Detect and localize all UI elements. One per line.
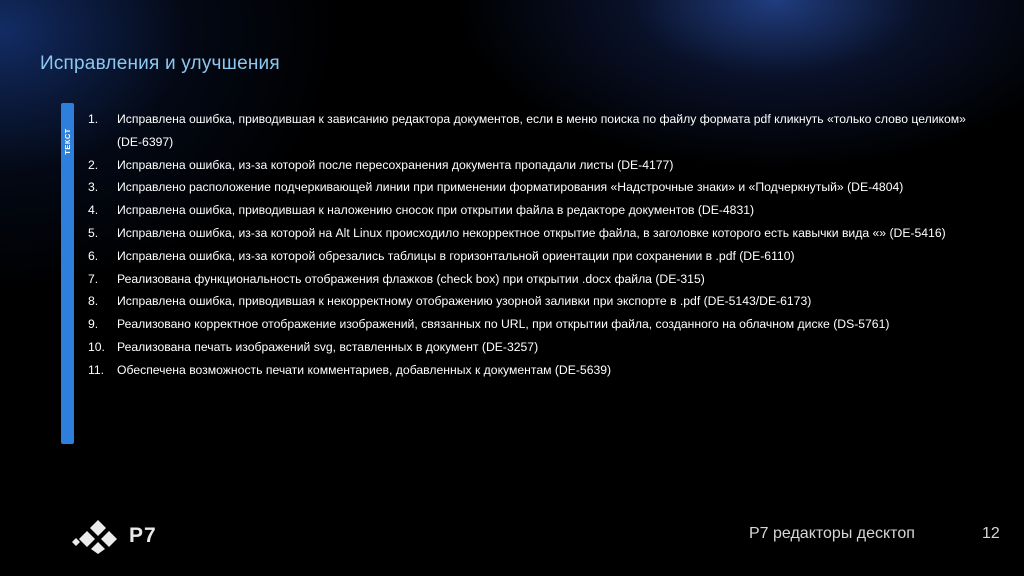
list-item bbox=[88, 154, 968, 177]
list-item-number: 8. bbox=[88, 294, 99, 309]
list-item-number: 2. bbox=[88, 157, 99, 172]
list-item bbox=[88, 290, 968, 313]
list-item-number: 3. bbox=[88, 180, 99, 195]
list-item-text: Обеспечена возможность печати комментариев, добавленных к документам (DE-5639) bbox=[117, 362, 612, 377]
list-item bbox=[88, 245, 968, 268]
list-item-text: Исправлена ошибка, из-за которой обрезались таблицы в горизонтальной ориентации при сохранении в .pdf (DE-6110) bbox=[117, 248, 795, 263]
list-item-text: Реализована печать изображений svg, вставленных в документ (DE-3257) bbox=[117, 339, 539, 354]
list-item bbox=[88, 268, 968, 291]
list-item-number: 5. bbox=[88, 225, 99, 240]
list-item-number: 1. bbox=[88, 112, 99, 126]
page-number: 12 bbox=[982, 525, 1000, 542]
list-item-text: Реализовано корректное отображение изображений, связанных по URL, при открытии файла, созданного на облачном диске (DS-5761) bbox=[117, 317, 890, 332]
list-item bbox=[88, 199, 968, 222]
list-item bbox=[88, 176, 968, 199]
list-item-number: 4. bbox=[88, 203, 99, 218]
r7-logo bbox=[72, 518, 162, 554]
slide-title: Исправления и улучшения bbox=[40, 53, 280, 74]
list-item bbox=[88, 313, 968, 336]
list-item bbox=[88, 222, 968, 245]
list-item bbox=[88, 108, 968, 154]
r7-logo-text: Р7 bbox=[129, 524, 157, 547]
text-tag-label: ТЕКСТ bbox=[63, 128, 72, 155]
list-item-text: Исправлена ошибка, приводившая к зависанию редактора документов, если в меню поиска по файлу формата pdf кликнуть «только слово целиком» (DE-6397) bbox=[117, 112, 966, 149]
list-item bbox=[88, 359, 968, 382]
list-item-text: Исправлена ошибка, из-за которой после пересохранения документа пропадали листы (DE-4177) bbox=[117, 157, 674, 172]
text-tag-bar bbox=[61, 103, 74, 444]
r7-logo-icon bbox=[72, 518, 124, 554]
list-item bbox=[88, 336, 968, 359]
list-item-text: Исправлено расположение подчеркивающей линии при применении форматирования «Надстрочные знаки» и «Подчеркнутый» (DE-4804) bbox=[117, 180, 904, 195]
list-item-number: 7. bbox=[88, 271, 99, 286]
list-item-text: Исправлена ошибка, приводившая к некорректному отображению узорной заливки при экспорте в .pdf (DE-5143/DE-6173) bbox=[117, 294, 812, 309]
list-item-number: 10. bbox=[88, 339, 105, 354]
list-item-number: 6. bbox=[88, 248, 99, 263]
list-item-text: Исправлена ошибка, приводившая к наложению сносок при открытии файла в редакторе документов (DE-4831) bbox=[117, 203, 755, 218]
list-item-text: Реализована функциональность отображения флажков (check box) при открытии .docx файла (DE-315) bbox=[117, 271, 705, 286]
list-item-number: 9. bbox=[88, 317, 99, 332]
list-item-number: 11. bbox=[88, 362, 105, 377]
footer-product-name: Р7 редакторы десктоп bbox=[749, 525, 915, 542]
changes-list bbox=[88, 108, 968, 382]
list-item-text: Исправлена ошибка, из-за которой на Alt Linux происходило некорректное открытие файла, в заголовке которого есть кавычки вида «» (DE-5416) bbox=[117, 225, 946, 240]
